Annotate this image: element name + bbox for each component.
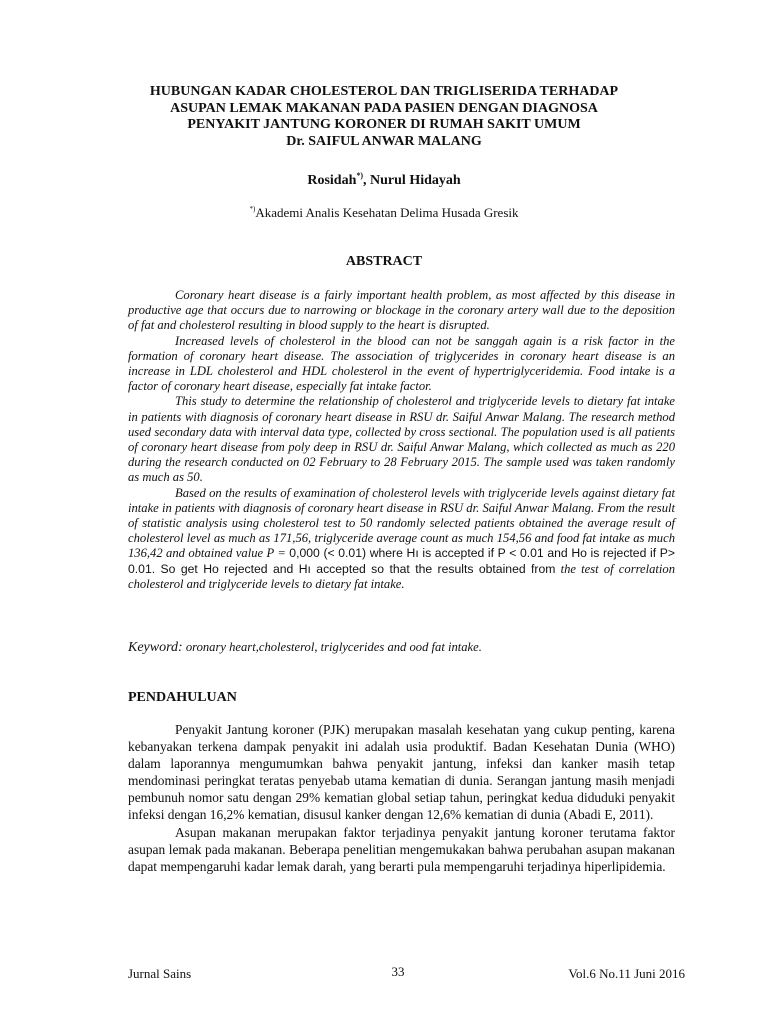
body-paragraph: Penyakit Jantung koroner (PJK) merupakan masalah kesehatan yang cukup penting, karena kebanyakan terkena dampak penyakit ini adalah usia produktif. Badan Kesehatan Dunia (WHO) dalam laporannya mengumumkan bahwa penyakit jantung, infeksi dan kanker masih tetap mendominasi peringkat teratas penyebab utama kematian di dunia. Serangan jantung masih menjadi pembunuh nomor satu dengan 29% kematian global setiap tahun, peringkat kedua diduduki penyakit infeksi dengan 16,2% kematian, disusul kanker dengan 12,6% kematian di dunia (Abadi E, 2011). bbox=[128, 722, 675, 823]
footer-page-number: 33 bbox=[391, 964, 405, 979]
title-line: PENYAKIT JANTUNG KORONER DI RUMAH SAKIT UMUM bbox=[187, 117, 581, 132]
keyword-text: oronary heart,cholesterol, triglycerides and ood fat intake. bbox=[185, 640, 482, 654]
author-mark: *) bbox=[356, 171, 364, 180]
paper-title bbox=[100, 84, 668, 150]
abstract-heading: ABSTRACT bbox=[345, 254, 423, 269]
abstract-body bbox=[128, 288, 675, 592]
section-heading: PENDAHULUAN bbox=[128, 690, 237, 705]
abstract-paragraph: Increased levels of cholesterol in the blood can not be sanggah again is a risk factor in the formation of coronary heart disease. The association of triglycerides in coronary heart disease is an increase in LDL cholesterol and HDL cholesterol in the event of hypertriglyceridemia. Food intake is a factor of coronary heart disease, especially fat intake factor. bbox=[128, 333, 675, 394]
affiliation bbox=[0, 205, 768, 221]
abstract-last-mixed: 0,000 (< 0.01) where Hı is accepted if P < 0.01 and Ho is rejected if P> 0.01. So get Ho rejected and Hı accepted so that the results obtained from bbox=[128, 546, 675, 576]
author-first: Rosidah bbox=[307, 173, 357, 188]
affiliation-mark: *) bbox=[249, 205, 256, 213]
abstract-paragraph-last bbox=[128, 486, 675, 592]
affiliation-text: Akademi Analis Kesehatan Delima Husada Gresik bbox=[255, 205, 519, 220]
title-line: HUBUNGAN KADAR CHOLESTEROL DAN TRIGLISERIDA TERHADAP bbox=[149, 84, 619, 99]
abstract-paragraph: This study to determine the relationship of cholesterol and triglyceride levels to dietary fat intake in patients with diagnosis of coronary heart disease in RSU dr. Saiful Anwar Malang. The research method used secondary data with interval data type, collected by cross sectional. The population used is all patients of coronary heart disease from poly deep in RSU dr. Saiful Anwar Malang, which collected as much as 220 during the research conducted on 02 February to 28 February 2015. The sample used was taken randomly as much as 50. bbox=[128, 394, 675, 485]
abstract-paragraph: Coronary heart disease is a fairly important health problem, as most affected by this disease in productive age that occurs due to narrowing or blockage in the coronary artery wall due to the deposition of fat and cholesterol resulting in blood supply to the heart is disrupted. bbox=[128, 288, 675, 333]
body-paragraph: Asupan makanan merupakan faktor terjadinya penyakit jantung koroner terutama faktor asupan lemak pada makanan. Beberapa penelitian mengemukakan bahwa perubahan asupan makanan dapat mempengaruhi kadar lemak darah, yang berarti pula mempengaruhi terjadinya hiperlipidemia. bbox=[128, 824, 675, 874]
author-rest: , Nurul Hidayah bbox=[363, 173, 461, 188]
footer-journal: Jurnal Sains bbox=[128, 966, 192, 981]
section-body bbox=[128, 721, 675, 875]
authors bbox=[0, 171, 768, 189]
title-line: Dr. SAIFUL ANWAR MALANG bbox=[286, 133, 482, 149]
keywords bbox=[128, 640, 675, 656]
abstract-last-tail: the test of correlation cholesterol and triglyceride levels to dietary fat intake. bbox=[128, 561, 676, 591]
abstract-last-italic: Based on the results of examination of cholesterol levels with triglyceride levels against dietary fat intake in patients with diagnosis of coronary heart disease in RSU dr. Saiful Anwar Malang. From the result of statistic analysis using cholesterol test to 50 randomly selected patients obtained the average result of cholesterol level as much as 171,56, triglyceride average count as much 154,56 and food fat intake as much 136,42 and obtained value P = bbox=[128, 485, 675, 561]
footer-volume: Vol.6 No.11 Juni 2016 bbox=[568, 966, 685, 981]
title-line: ASUPAN LEMAK MAKANAN PADA PASIEN DENGAN DIAGNOSA bbox=[170, 100, 598, 116]
keyword-label: Keyword: bbox=[128, 640, 183, 655]
